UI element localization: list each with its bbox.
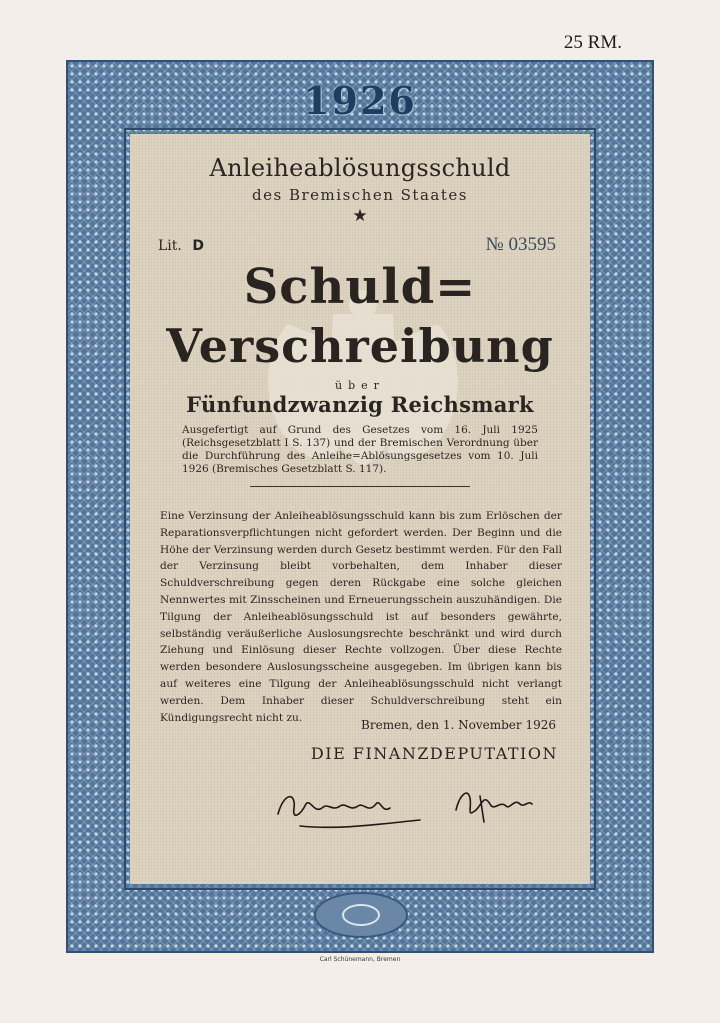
divider-rule	[250, 486, 470, 487]
ueber-label: über	[335, 379, 385, 392]
main-title-line2: Verschreibung	[166, 319, 554, 373]
series-letter	[158, 238, 204, 254]
seal-core	[342, 904, 380, 926]
bottom-seal-ornament	[314, 892, 408, 938]
series-value: D	[192, 238, 204, 254]
star-ornament: ★	[352, 206, 368, 226]
denomination-corner: 25 RM.	[563, 32, 622, 53]
place-and-date: Bremen, den 1. November 1926	[361, 718, 556, 732]
certificate-panel	[130, 134, 590, 884]
issuer-subtitle: des Bremischen Staates	[252, 186, 468, 204]
main-title-line1: Schuld=	[243, 259, 477, 315]
serial-number: № 03595	[485, 234, 556, 255]
legal-basis-text: Ausgefertigt auf Grund des Gesetzes vom 16. Juli 1925 (Reichsgesetzblatt I S. 137) und der Bremischen Verordnung über die Durchführung des Anleihe=Ablösungsgesetzes vom 10. Juli 1926 (Bremisches Gesetzblatt S. 117).	[182, 424, 538, 475]
issuing-authority: DIE FINANZDEPUTATION	[310, 744, 558, 763]
guilloche-border-frame	[66, 60, 654, 953]
printer-credit: Carl Schünemann, Bremen	[319, 956, 401, 963]
terms-paragraph: Eine Verzinsung der Anleiheablösungsschuld kann bis zum Erlöschen der Reparationsverpflichtungen nicht gefordert werden. Der Beginn und die Höhe der Verzinsung werden durch Gesetz bestimmt werden. Für den Fall der Verzinsung bleibt vorbehalten, dem Inhaber dieser Schuldverschreibung gegen deren Rückgabe eine solche gleichen Nennwertes mit Zinsscheinen und Erneuerungsschein auszuhändigen. Die Tilgung der Anleiheablösungsschuld ist auf besonders gewährte, selbständig veräußerliche Auslosungsrechte beschränkt und wird durch Ziehung und Einlösung dieser Rechte vollzogen. Über diese Rechte werden besondere Auslosungsscheine ausgegeben. Im übrigen kann bis auf weiteres eine Tilgung der Anleiheablösungsschuld nicht verlangt werden. Dem Inhaber dieser Schuldverschreibung steht ein Kündigungsrecht nicht zu.	[160, 510, 562, 724]
signature-second	[456, 793, 532, 822]
series-label: Lit.	[158, 238, 182, 254]
signature-donandt	[278, 797, 420, 828]
issuer-title: Anleiheablösungsschuld	[209, 154, 511, 182]
signatures	[270, 774, 570, 834]
year-heading: 1926	[303, 78, 417, 123]
face-value: Fünfundzwanzig Reichsmark	[186, 392, 534, 417]
